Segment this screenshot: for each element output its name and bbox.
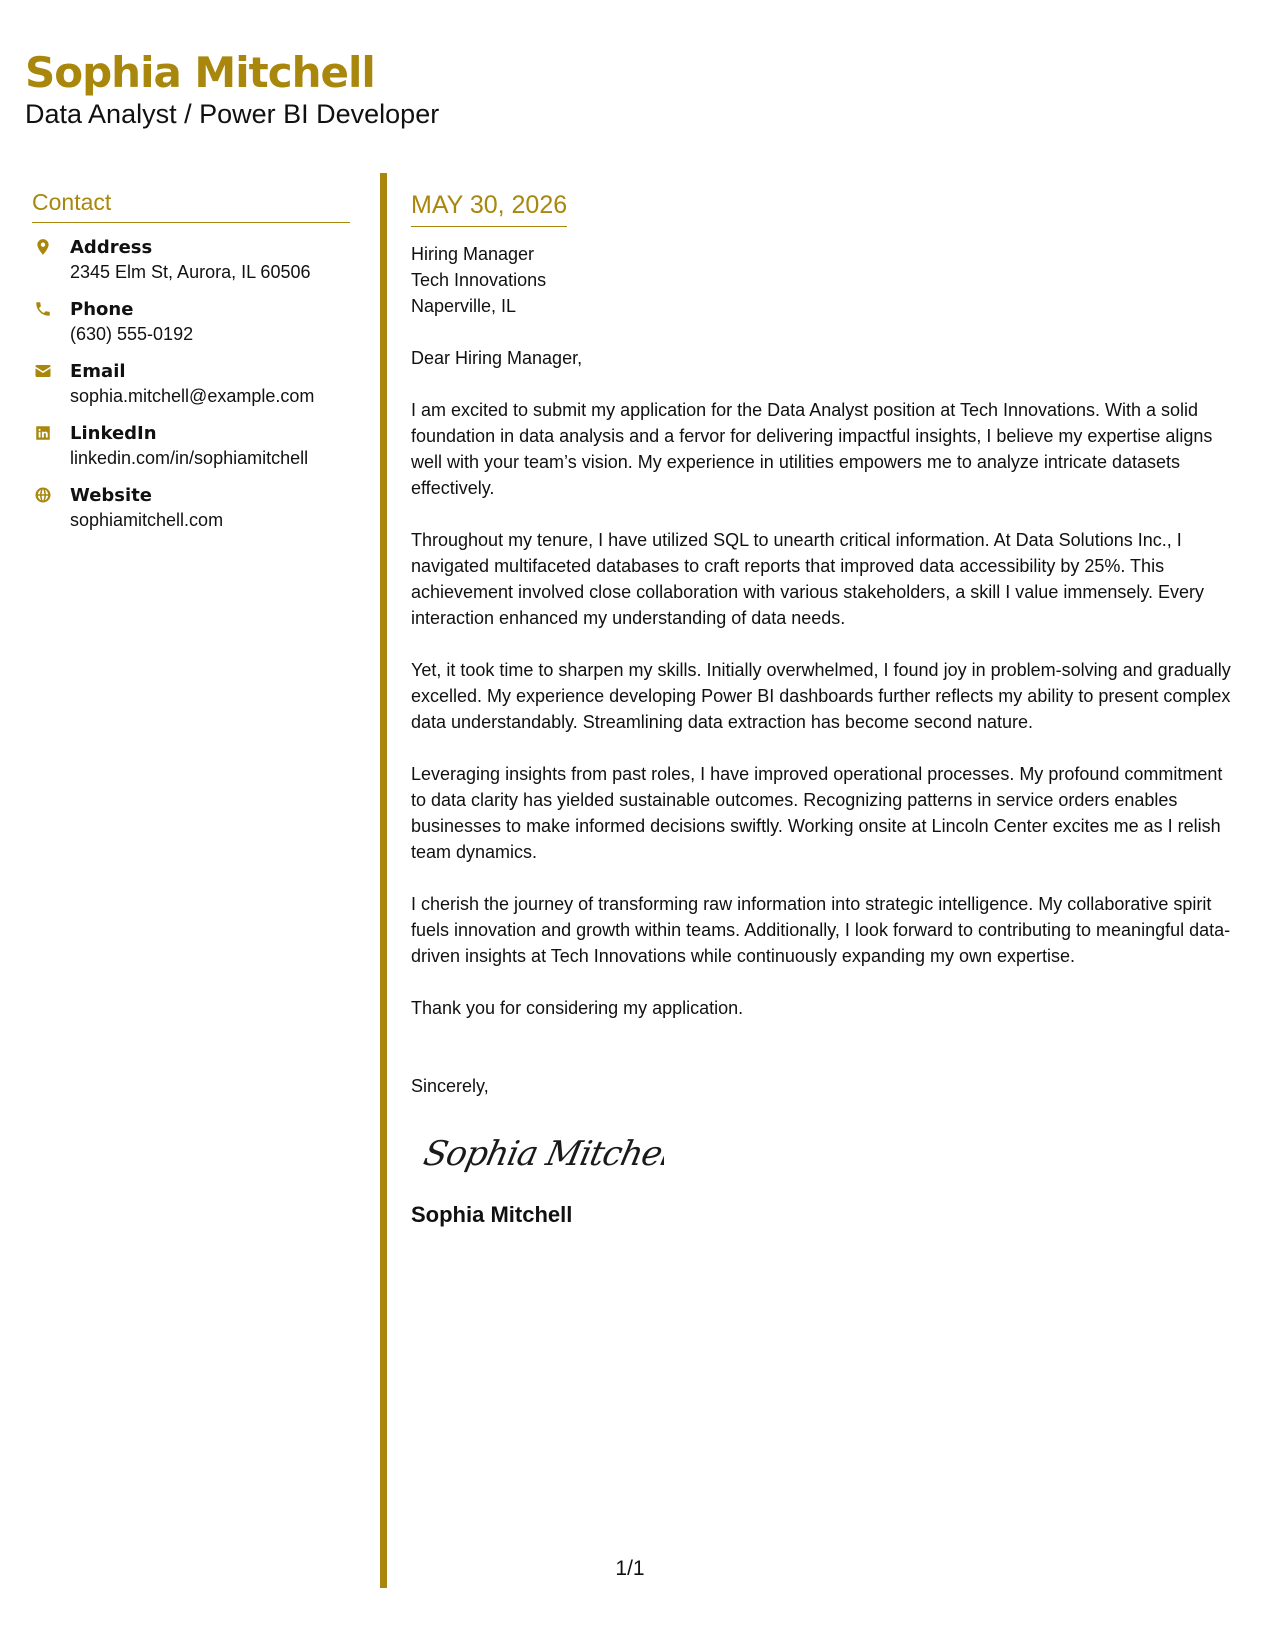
page-number: 1/1 xyxy=(615,1557,645,1580)
contact-label: Address xyxy=(70,237,153,258)
linkedin-value: linkedin.com/in/sophiamitchell xyxy=(70,448,309,468)
contact-label: LinkedIn xyxy=(70,423,157,444)
contact-item-website xyxy=(32,483,350,533)
contact-label: Email xyxy=(70,361,126,382)
contact-item-linkedin xyxy=(32,421,350,471)
applicant-title: Data Analyst / Power BI Developer xyxy=(25,99,440,129)
body-paragraph: Thank you for considering my application. xyxy=(411,998,744,1018)
recipient-block xyxy=(411,241,1241,319)
body-paragraph: Yet, it took time to sharpen my skills. Initially overwhelmed, I found joy in problem-solving and gradually excelled. My experience developing Power BI dashboards further reflects my ability to present complex data understandably. Streamlining data extraction has become second nature. xyxy=(411,660,1231,732)
recipient-line: Tech Innovations xyxy=(411,270,547,290)
signature-text: Sophia Mitchell xyxy=(420,1134,664,1174)
body-paragraph: I am excited to submit my application for the Data Analyst position at Tech Innovations. With a solid foundation in data analysis and a fervor for delivering impactful insights, I believe my expertise aligns well with your team’s vision. My experience in utilities empowers me to analyze intricate datasets effectively. xyxy=(411,400,1213,498)
linkedin-icon xyxy=(32,421,70,445)
contact-item-address xyxy=(32,235,350,285)
closing: Sincerely, xyxy=(411,1076,489,1096)
contact-label: Website xyxy=(70,485,153,506)
signer-name: Sophia Mitchell xyxy=(411,1202,573,1227)
body-paragraph: I cherish the journey of transforming raw information into strategic intelligence. My collaborative spirit fuels innovation and growth within teams. Additionally, I look forward to contributing to meaningful data-driven insights at Tech Innovations while continuously expanding my own expertise. xyxy=(411,894,1231,966)
address-value: 2345 Elm St, Aurora, IL 60506 xyxy=(70,262,311,282)
recipient-line: Hiring Manager xyxy=(411,244,535,264)
vertical-divider xyxy=(380,173,387,1588)
envelope-icon xyxy=(32,359,70,383)
website-value: sophiamitchell.com xyxy=(70,510,224,530)
globe-icon xyxy=(32,483,70,507)
phone-icon xyxy=(32,297,70,321)
body-paragraph: Leveraging insights from past roles, I have improved operational processes. My profound commitment to data clarity has yielded sustainable outcomes. Recognizing patterns in service orders enables businesses to make informed decisions swiftly. Working onsite at Lincoln Center excites me as I relish team dynamics. xyxy=(411,764,1223,862)
letter-body xyxy=(411,188,1241,1229)
contact-item-email xyxy=(32,359,350,409)
email-value: sophia.mitchell@example.com xyxy=(70,386,315,406)
body-paragraph: Throughout my tenure, I have utilized SQL to unearth critical information. At Data Solutions Inc., I navigated multifaceted databases to craft reports that improved data accessibility by 25%. This achievement involved close collaboration with various stakeholders, a skill I value immensely. Every interaction enhanced my understanding of data needs. xyxy=(411,530,1205,628)
contact-sidebar xyxy=(32,188,350,545)
contact-heading: Contact xyxy=(32,188,350,223)
location-pin-icon xyxy=(32,235,70,259)
letter-date: MAY 30, 2026 xyxy=(411,188,567,227)
contact-label: Phone xyxy=(70,299,134,320)
contact-item-phone xyxy=(32,297,350,347)
handwritten-signature xyxy=(419,1123,1241,1183)
salutation: Dear Hiring Manager, xyxy=(411,348,583,368)
letter-header xyxy=(25,48,439,130)
phone-value: (630) 555-0192 xyxy=(70,324,194,344)
applicant-name: Sophia Mitchell xyxy=(25,48,375,97)
recipient-line: Naperville, IL xyxy=(411,296,517,316)
